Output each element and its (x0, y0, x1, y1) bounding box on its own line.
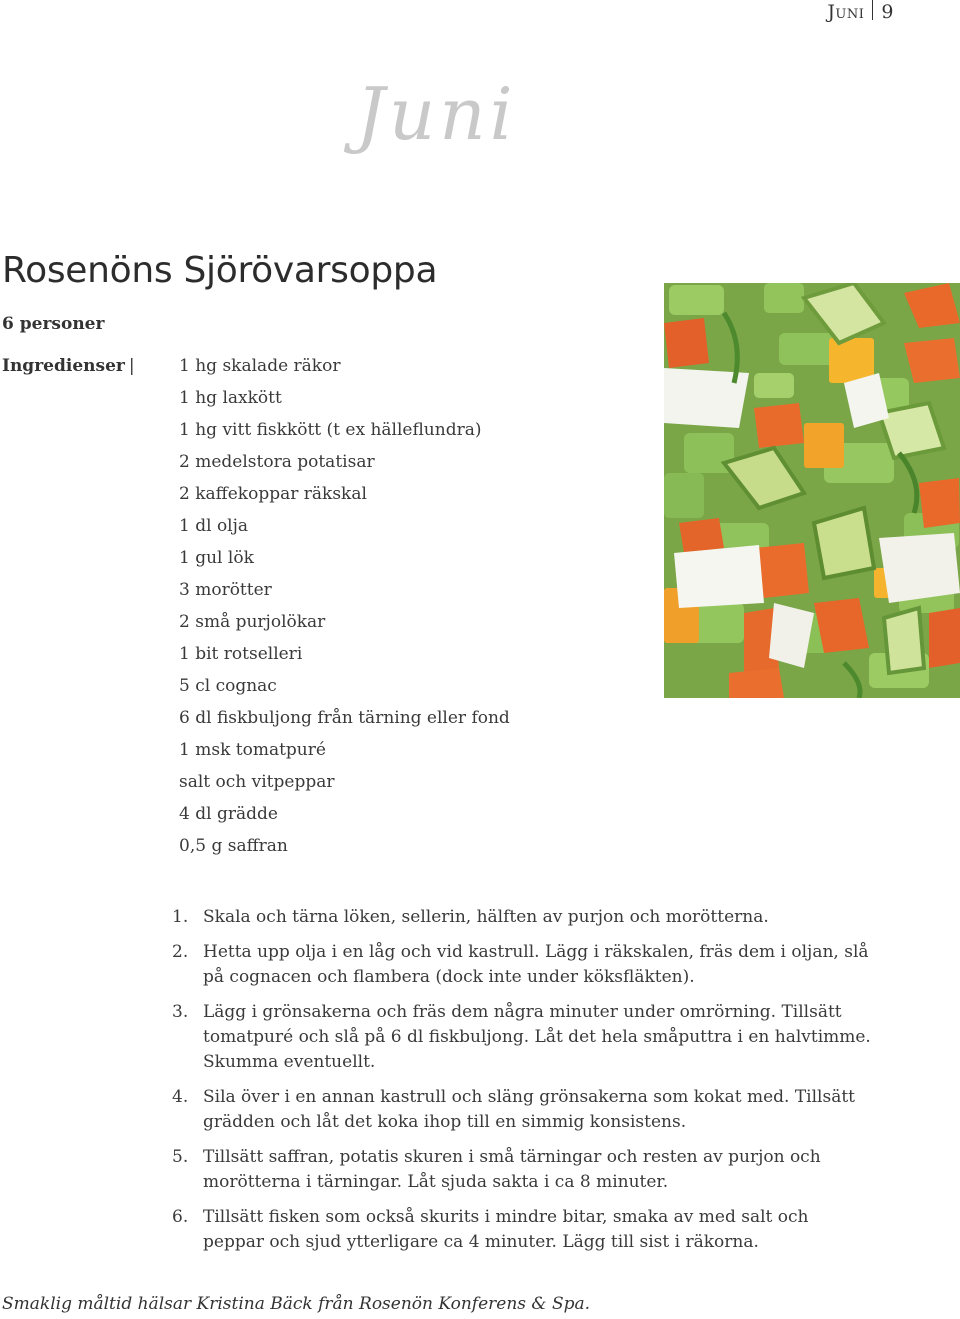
ingredient-item: 3 morötter (179, 580, 272, 600)
ingredient-item: 1 msk tomatpuré (179, 740, 326, 760)
step-item (172, 905, 872, 930)
ingredient-item: 2 medelstora potatisar (179, 452, 375, 472)
header-divider (872, 0, 873, 20)
step-number: 6. (172, 1207, 189, 1227)
step-item (172, 940, 872, 990)
step-item (172, 1000, 872, 1075)
month-title: Juni (356, 72, 517, 156)
step-number: 3. (172, 1002, 189, 1022)
ingredient-item: 1 dl olja (179, 516, 249, 536)
ingredient-item: 6 dl fiskbuljong från tärning eller fond (179, 708, 510, 728)
ingredient-item: 1 hg skalade räkor (179, 356, 341, 376)
ingredient-item: 5 cl cognac (179, 676, 277, 696)
ingredient-item: 4 dl grädde (179, 804, 278, 824)
servings: 6 personer (2, 314, 105, 334)
label-divider: | (128, 356, 135, 376)
step-text: Tillsätt fisken som också skurits i mindre bitar, smaka av med salt och peppar och sjud ytterligare ca 4 minuter. Lägg till sist i räkorna. (203, 1207, 809, 1252)
step-text: Lägg i grönsakerna och fräs dem några minuter under omrörning. Tillsätt tomatpuré och slå på 6 dl fiskbuljong. Låt det hela småputtra i en halvtimme. Skumma eventuellt. (203, 1002, 871, 1072)
vegetables-photo (664, 283, 960, 698)
step-text: Skala och tärna löken, sellerin, hälften av purjon och morötterna. (203, 907, 769, 927)
ingredient-item: 2 små purjolökar (179, 612, 326, 632)
ingredient-list (179, 352, 510, 864)
ingredient-item: 1 hg laxkött (179, 388, 282, 408)
step-item (172, 1205, 872, 1255)
ingredient-item: 1 hg vitt fiskkött (t ex hälleflundra) (179, 420, 482, 440)
step-number: 5. (172, 1147, 189, 1167)
ingredient-item: 1 bit rotselleri (179, 644, 303, 664)
ingredient-item: salt och vitpeppar (179, 772, 335, 792)
recipe-title: Rosenöns Sjörövarsoppa (2, 250, 438, 291)
step-item (172, 1145, 872, 1195)
ingredients-label (2, 356, 135, 376)
ingredient-item: 0,5 g saffran (179, 836, 288, 856)
running-header (827, 0, 894, 26)
step-text: Tillsätt saffran, potatis skuren i små tärningar och resten av purjon och morötterna i tärningar. Låt sjuda sakta i ca 8 minuter. (203, 1147, 821, 1192)
vegetables-illustration (664, 283, 960, 698)
step-number: 2. (172, 942, 189, 962)
step-text: Sila över i en annan kastrull och släng grönsakerna som kokat med. Tillsätt grädden och låt det koka ihop till en simmig konsistens. (203, 1087, 856, 1132)
step-number: 4. (172, 1087, 189, 1107)
running-header-section: Juni (827, 1, 865, 23)
step-number: 1. (172, 907, 189, 927)
ingredients-label-text: Ingredienser (2, 356, 125, 376)
ingredient-item: 1 gul lök (179, 548, 254, 568)
steps-list (172, 905, 872, 1265)
step-item (172, 1085, 872, 1135)
page-number: 9 (881, 1, 894, 23)
ingredient-item: 2 kaffekoppar räkskal (179, 484, 367, 504)
signoff: Smaklig måltid hälsar Kristina Bäck från Rosenön Konferens & Spa. (2, 1294, 591, 1314)
step-text: Hetta upp olja i en låg och vid kastrull. Lägg i räkskalen, fräs dem i oljan, slå på cognacen och flambera (dock inte under köksfläkten). (203, 942, 869, 987)
